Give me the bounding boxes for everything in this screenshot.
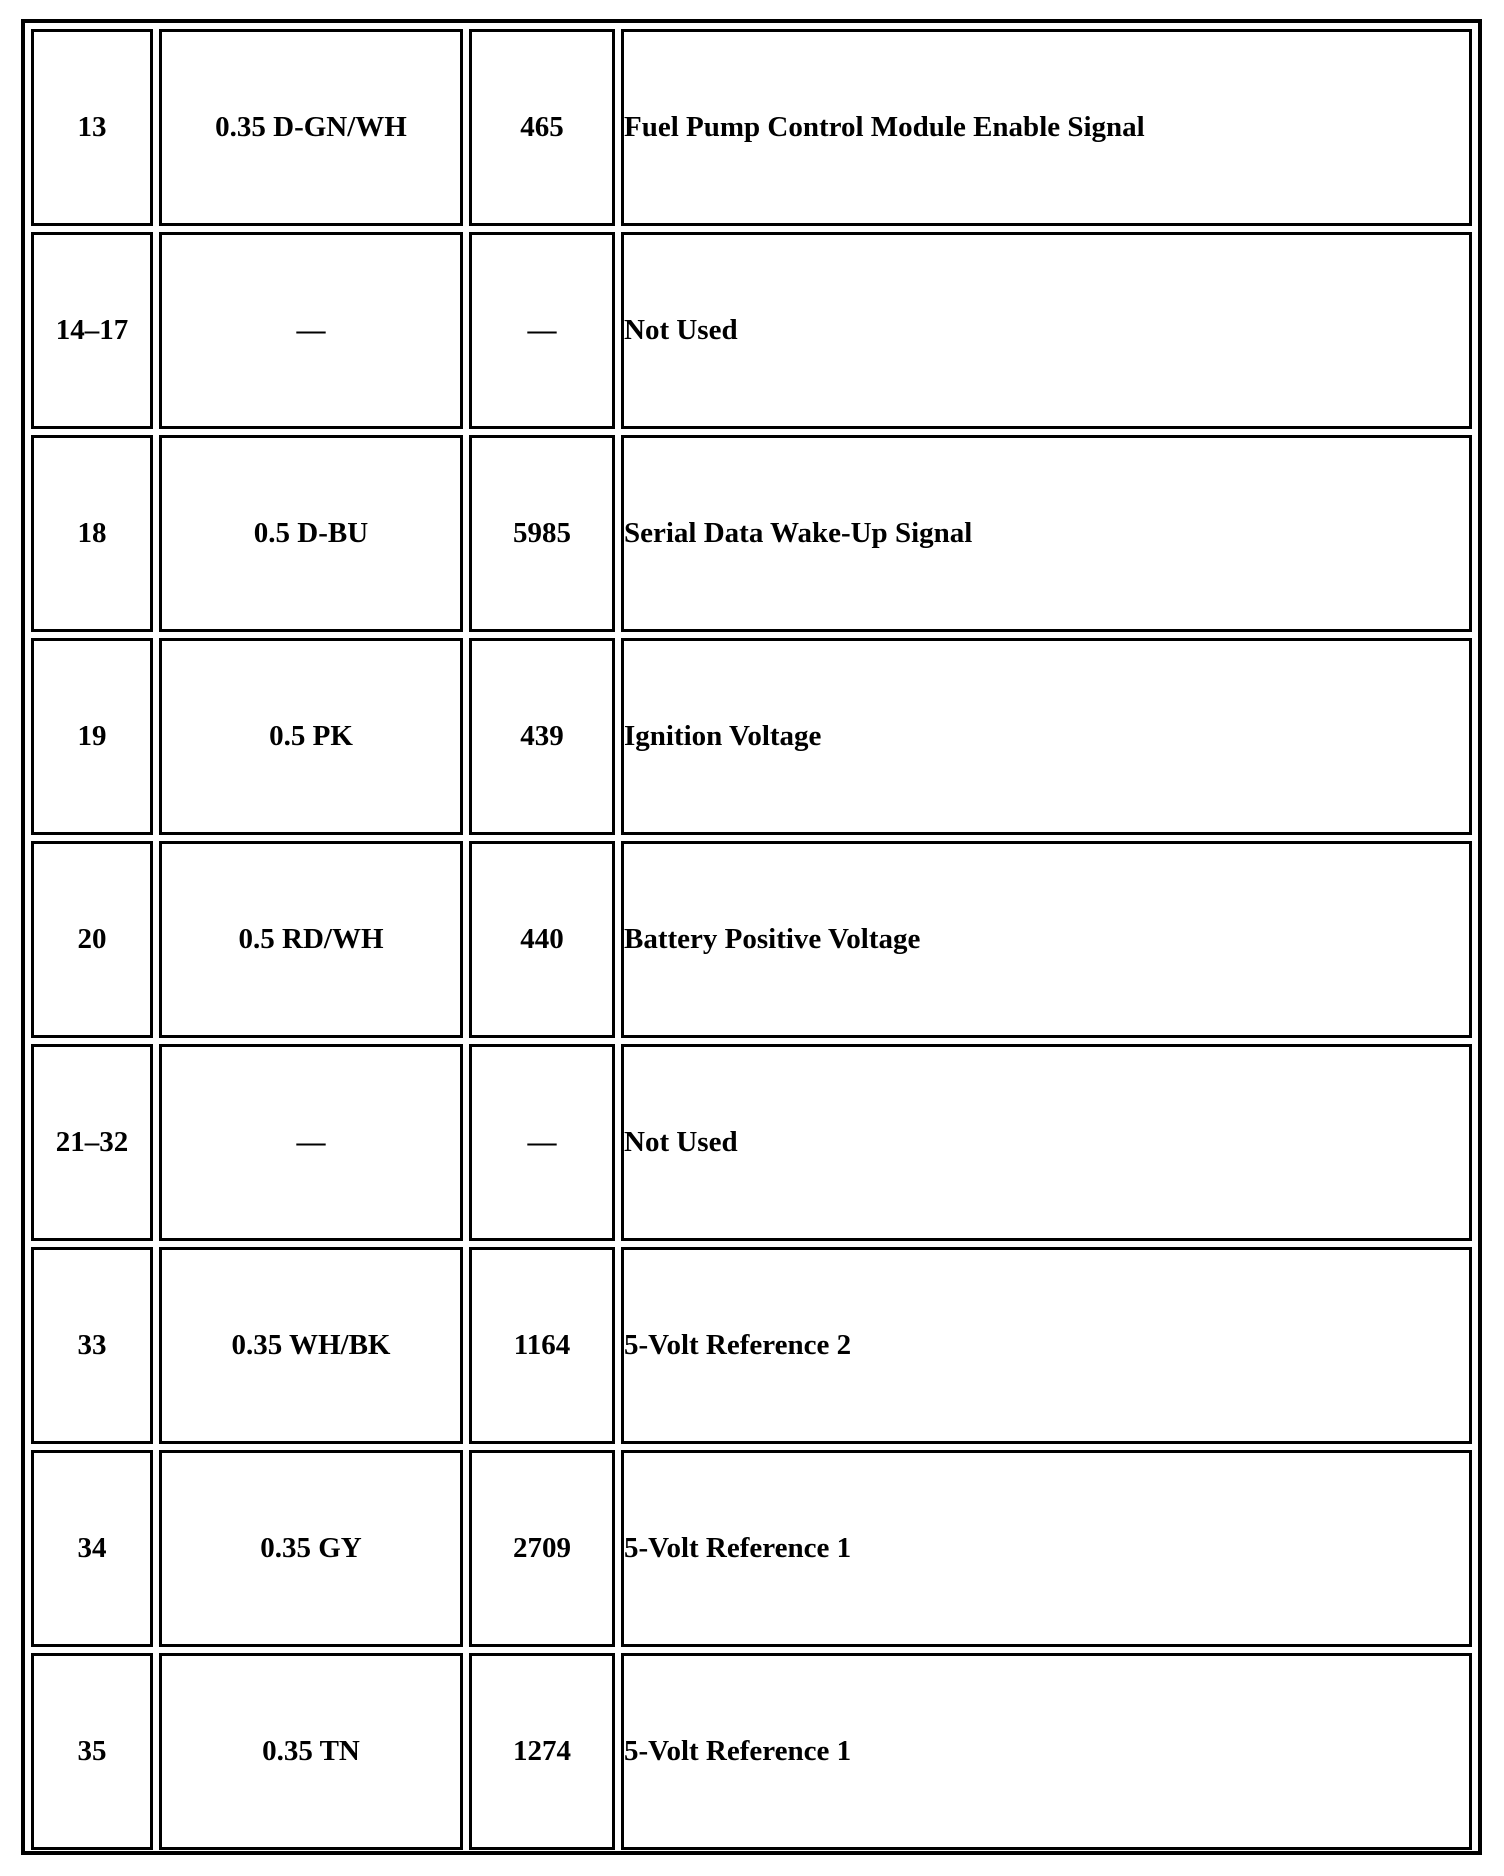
pin-cell: 18 [31, 435, 153, 632]
wire-color-cell: 0.5 PK [159, 638, 463, 835]
wire-color-cell: — [159, 232, 463, 429]
wire-color-cell: 0.35 D-GN/WH [159, 29, 463, 226]
function-cell: Fuel Pump Control Module Enable Signal [621, 29, 1472, 226]
table-row [31, 29, 1472, 226]
pin-cell: 34 [31, 1450, 153, 1647]
circuit-number-cell: 439 [469, 638, 615, 835]
table-row [31, 1653, 1472, 1850]
pin-cell: 19 [31, 638, 153, 835]
function-cell: 5-Volt Reference 2 [621, 1247, 1472, 1444]
circuit-number-cell: — [469, 1044, 615, 1241]
wire-color-cell: 0.35 TN [159, 1653, 463, 1850]
wire-color-cell: 0.5 RD/WH [159, 841, 463, 1038]
function-cell: 5-Volt Reference 1 [621, 1653, 1472, 1850]
pin-cell: 14–17 [31, 232, 153, 429]
function-cell: 5-Volt Reference 1 [621, 1450, 1472, 1647]
circuit-number-cell: 1164 [469, 1247, 615, 1444]
wire-color-cell: 0.35 GY [159, 1450, 463, 1647]
wire-color-cell: 0.5 D-BU [159, 435, 463, 632]
pin-cell: 33 [31, 1247, 153, 1444]
table-row [31, 841, 1472, 1038]
function-cell: Battery Positive Voltage [621, 841, 1472, 1038]
circuit-number-cell: 1274 [469, 1653, 615, 1850]
pin-cell: 21–32 [31, 1044, 153, 1241]
connector-pinout-table [25, 23, 1478, 1856]
function-cell: Not Used [621, 232, 1472, 429]
function-cell: Not Used [621, 1044, 1472, 1241]
pin-cell: 35 [31, 1653, 153, 1850]
table-row [31, 232, 1472, 429]
table-row [31, 1247, 1472, 1444]
wire-color-cell: 0.35 WH/BK [159, 1247, 463, 1444]
table-row [31, 1450, 1472, 1647]
pin-cell: 20 [31, 841, 153, 1038]
circuit-number-cell: 5985 [469, 435, 615, 632]
connector-pinout-sheet [21, 19, 1482, 1855]
function-cell: Ignition Voltage [621, 638, 1472, 835]
table-row [31, 638, 1472, 835]
function-cell: Serial Data Wake-Up Signal [621, 435, 1472, 632]
table-row [31, 1044, 1472, 1241]
circuit-number-cell: 465 [469, 29, 615, 226]
wire-color-cell: — [159, 1044, 463, 1241]
circuit-number-cell: — [469, 232, 615, 429]
circuit-number-cell: 440 [469, 841, 615, 1038]
pin-cell: 13 [31, 29, 153, 226]
table-row [31, 435, 1472, 632]
circuit-number-cell: 2709 [469, 1450, 615, 1647]
